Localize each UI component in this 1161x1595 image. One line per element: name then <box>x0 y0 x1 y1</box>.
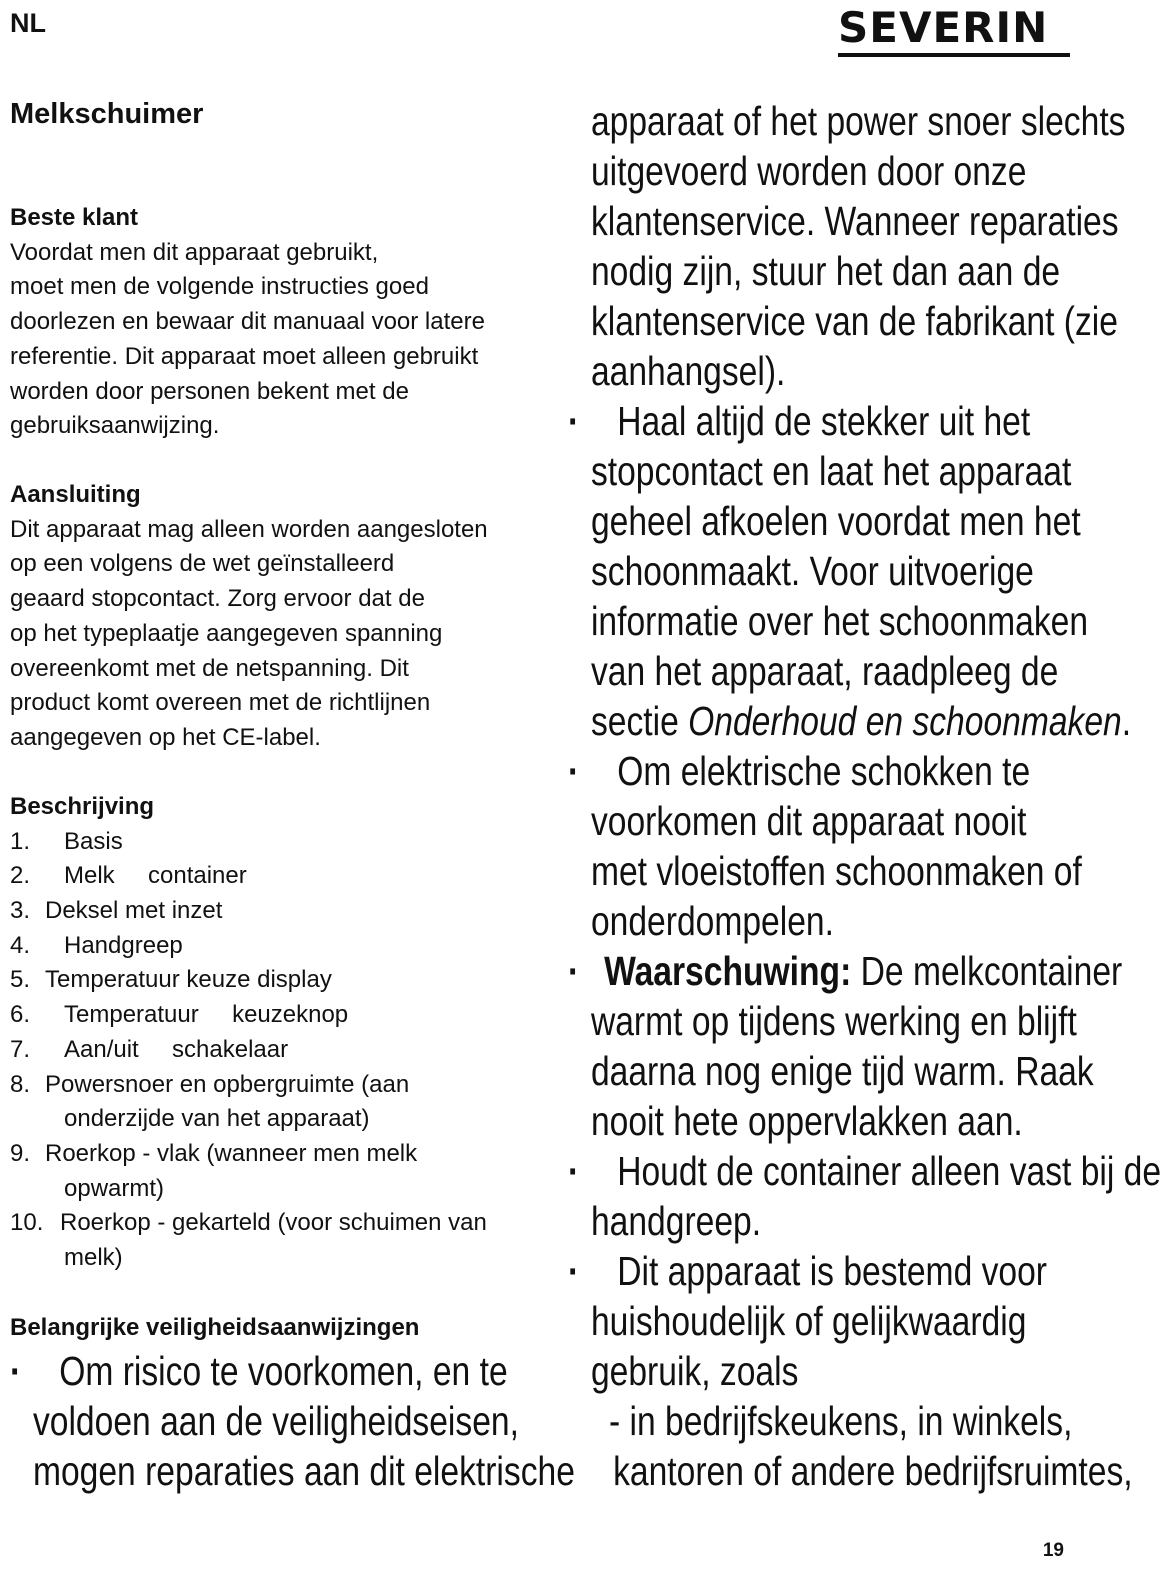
bullet-line: apparaat of het power snoer slechts <box>590 98 1126 144</box>
bullet-line: geheel afkoelen voordat men het <box>590 498 1081 544</box>
list-item <box>10 859 540 894</box>
page-title: Melkschuimer <box>10 98 204 130</box>
bullet-text: Houdt de container alleen vast bij de <box>617 1148 1161 1194</box>
list-item <box>10 1068 540 1103</box>
item-text: Temperatuur keuze display <box>45 966 332 994</box>
item-number: 7. <box>10 1035 31 1063</box>
bullet-dot: · <box>568 1148 580 1194</box>
item-text: Powersnoer en opbergruimte (aan <box>45 1070 410 1098</box>
bullet-text: Haal altijd de stekker uit het <box>617 398 1031 444</box>
bullet-text: Dit apparaat is bestemd voor <box>617 1248 1048 1294</box>
warning-label: Waarschuwing: <box>604 948 852 994</box>
bullet-line: warmt op tijdens werking en blijft <box>590 998 1077 1044</box>
bullet-line: schoonmaakt. Voor uitvoerige <box>590 548 1034 594</box>
list-item <box>10 998 540 1033</box>
bullet-line: aanhangsel). <box>590 348 786 394</box>
list-item <box>10 1206 540 1241</box>
right-column <box>568 96 1161 1496</box>
section-heading: Beste klant <box>10 204 139 231</box>
brand-logo <box>838 4 1074 57</box>
item-continuation: opwarmt) <box>64 1174 165 1202</box>
paragraph-line: referentie. Dit apparaat moet alleen gebruikt <box>10 342 479 370</box>
bullet-line: mogen reparaties aan dit elektrische <box>32 1448 575 1494</box>
paragraph-line: Dit apparaat mag alleen worden aangesloten <box>10 515 488 543</box>
list-item <box>10 963 540 998</box>
bullet-line: onderdompelen. <box>590 898 834 944</box>
bullet-line: uitgevoerd worden door onze <box>590 148 1027 194</box>
bullet-line: met vloeistoffen schoonmaken of <box>590 848 1082 894</box>
bullet-line: informatie over het schoonmaken <box>590 598 1089 644</box>
bullet-line: nodig zijn, stuur het dan aan de <box>590 248 1061 294</box>
list-item <box>10 894 540 929</box>
bullet-line <box>568 746 1101 796</box>
bullet-line: handgreep. <box>590 1198 762 1244</box>
bullet-line <box>568 396 1101 446</box>
bullet-dot: · <box>568 1248 580 1294</box>
text-run: . <box>1121 698 1132 744</box>
section-aansluiting <box>10 478 540 756</box>
bullet-line <box>10 1346 527 1396</box>
item-number: 5. <box>10 966 31 994</box>
item-continuation: melk) <box>64 1243 123 1271</box>
bullet-dot: · <box>568 748 580 794</box>
item-text: Roerkop - gekarteld (voor schuimen van <box>60 1209 487 1237</box>
section-veiligheid <box>10 1311 540 1346</box>
section-heading: Belangrijke veiligheidsaanwijzingen <box>10 1314 420 1341</box>
item-number: 8. <box>10 1070 31 1098</box>
paragraph-line: geaard stopcontact. Zorg ervoor dat de <box>10 585 425 613</box>
paragraph-line: overeenkomt met de netspanning. Dit <box>10 654 409 682</box>
list-item <box>10 1137 540 1172</box>
bullet-line: klantenservice. Wanneer reparaties <box>590 198 1119 244</box>
list-item <box>10 929 540 964</box>
bullet-line: voorkomen dit apparaat nooit <box>590 798 1027 844</box>
language-code: NL <box>10 8 46 38</box>
item-number: 3. <box>10 897 31 925</box>
paragraph-line: op het typeplaatje aangegeven spanning <box>10 619 443 647</box>
bullet-dot: · <box>10 1348 22 1394</box>
bullet-line <box>568 1146 1161 1196</box>
paragraph-line: doorlezen en bewaar dit manuaal voor latere <box>10 308 485 336</box>
item-text: Temperatuur keuzeknop <box>64 1001 349 1029</box>
item-number: 4. <box>10 931 31 959</box>
paragraph-line: moet men de volgende instructies goed <box>10 273 429 301</box>
item-text: Roerkop - vlak (wanneer men melk <box>45 1139 418 1167</box>
sub-bullet-line: kantoren of andere bedrijfsruimtes, <box>613 1448 1133 1494</box>
item-text: Melk container <box>64 862 247 890</box>
section-beste-klant <box>10 201 540 444</box>
bullet-text: Om risico te voorkomen, en te <box>59 1348 508 1394</box>
bullet-line: huishoudelijk of gelijkwaardig <box>590 1298 1027 1344</box>
safety-bullet-1 <box>10 1346 575 1496</box>
logo-underline <box>838 53 1070 57</box>
paragraph-line: op een volgens de wet geïnstalleerd <box>10 550 395 578</box>
bullet-line <box>568 946 1123 996</box>
item-number: 2. <box>10 862 31 890</box>
sub-bullet-line: - in bedrijfskeukens, in winkels, <box>609 1398 1073 1444</box>
bullet-line: stopcontact en laat het apparaat <box>590 448 1072 494</box>
text-run: sectie <box>590 698 689 744</box>
paragraph-line: Voordat men dit apparaat gebruikt, <box>10 238 379 266</box>
item-text: Handgreep <box>64 931 183 959</box>
page-number: 19 <box>1042 1540 1064 1561</box>
section-beschrijving <box>10 790 540 1276</box>
bullet-line: daarna nog enige tijd warm. Raak <box>590 1048 1094 1094</box>
brand-name: SEVERIN <box>838 3 1049 52</box>
paragraph-line: aangegeven op het CE-label. <box>10 723 321 751</box>
bullet-line: voldoen aan de veiligheidseisen, <box>32 1398 519 1444</box>
bullet-line: nooit hete oppervlakken aan. <box>590 1098 1023 1144</box>
section-heading: Beschrijving <box>10 793 155 820</box>
section-reference: Onderhoud en schoonmaken <box>688 698 1122 744</box>
paragraph-line: gebruiksaanwijzing. <box>10 412 220 440</box>
item-number: 10. <box>10 1209 44 1237</box>
paragraph-line: worden door personen bekent met de <box>10 377 409 405</box>
item-text: Basis <box>64 827 123 855</box>
item-number: 1. <box>10 827 31 855</box>
bullet-text: Om elektrische schokken te <box>617 748 1031 794</box>
list-item <box>10 1033 540 1068</box>
bullet-line: van het apparaat, raadpleeg de <box>590 648 1059 694</box>
bullet-line: klantenservice van de fabrikant (zie <box>590 298 1118 344</box>
bullet-line: gebruik, zoals <box>590 1348 799 1394</box>
item-continuation: onderzijde van het apparaat) <box>64 1105 370 1133</box>
item-number: 6. <box>10 1001 31 1029</box>
bullet-line <box>568 696 1132 746</box>
item-text: Deksel met inzet <box>45 897 223 925</box>
paragraph-line: product komt overeen met de richtlijnen <box>10 689 431 717</box>
item-text: Aan/uit schakelaar <box>64 1035 289 1063</box>
list-item <box>10 825 540 860</box>
item-number: 9. <box>10 1139 31 1167</box>
bullet-dot: · <box>568 948 580 994</box>
section-heading: Aansluiting <box>10 481 141 508</box>
bullet-dot: · <box>568 398 580 444</box>
bullet-line <box>568 1246 1101 1296</box>
bullet-text: De melkcontainer <box>851 948 1123 994</box>
